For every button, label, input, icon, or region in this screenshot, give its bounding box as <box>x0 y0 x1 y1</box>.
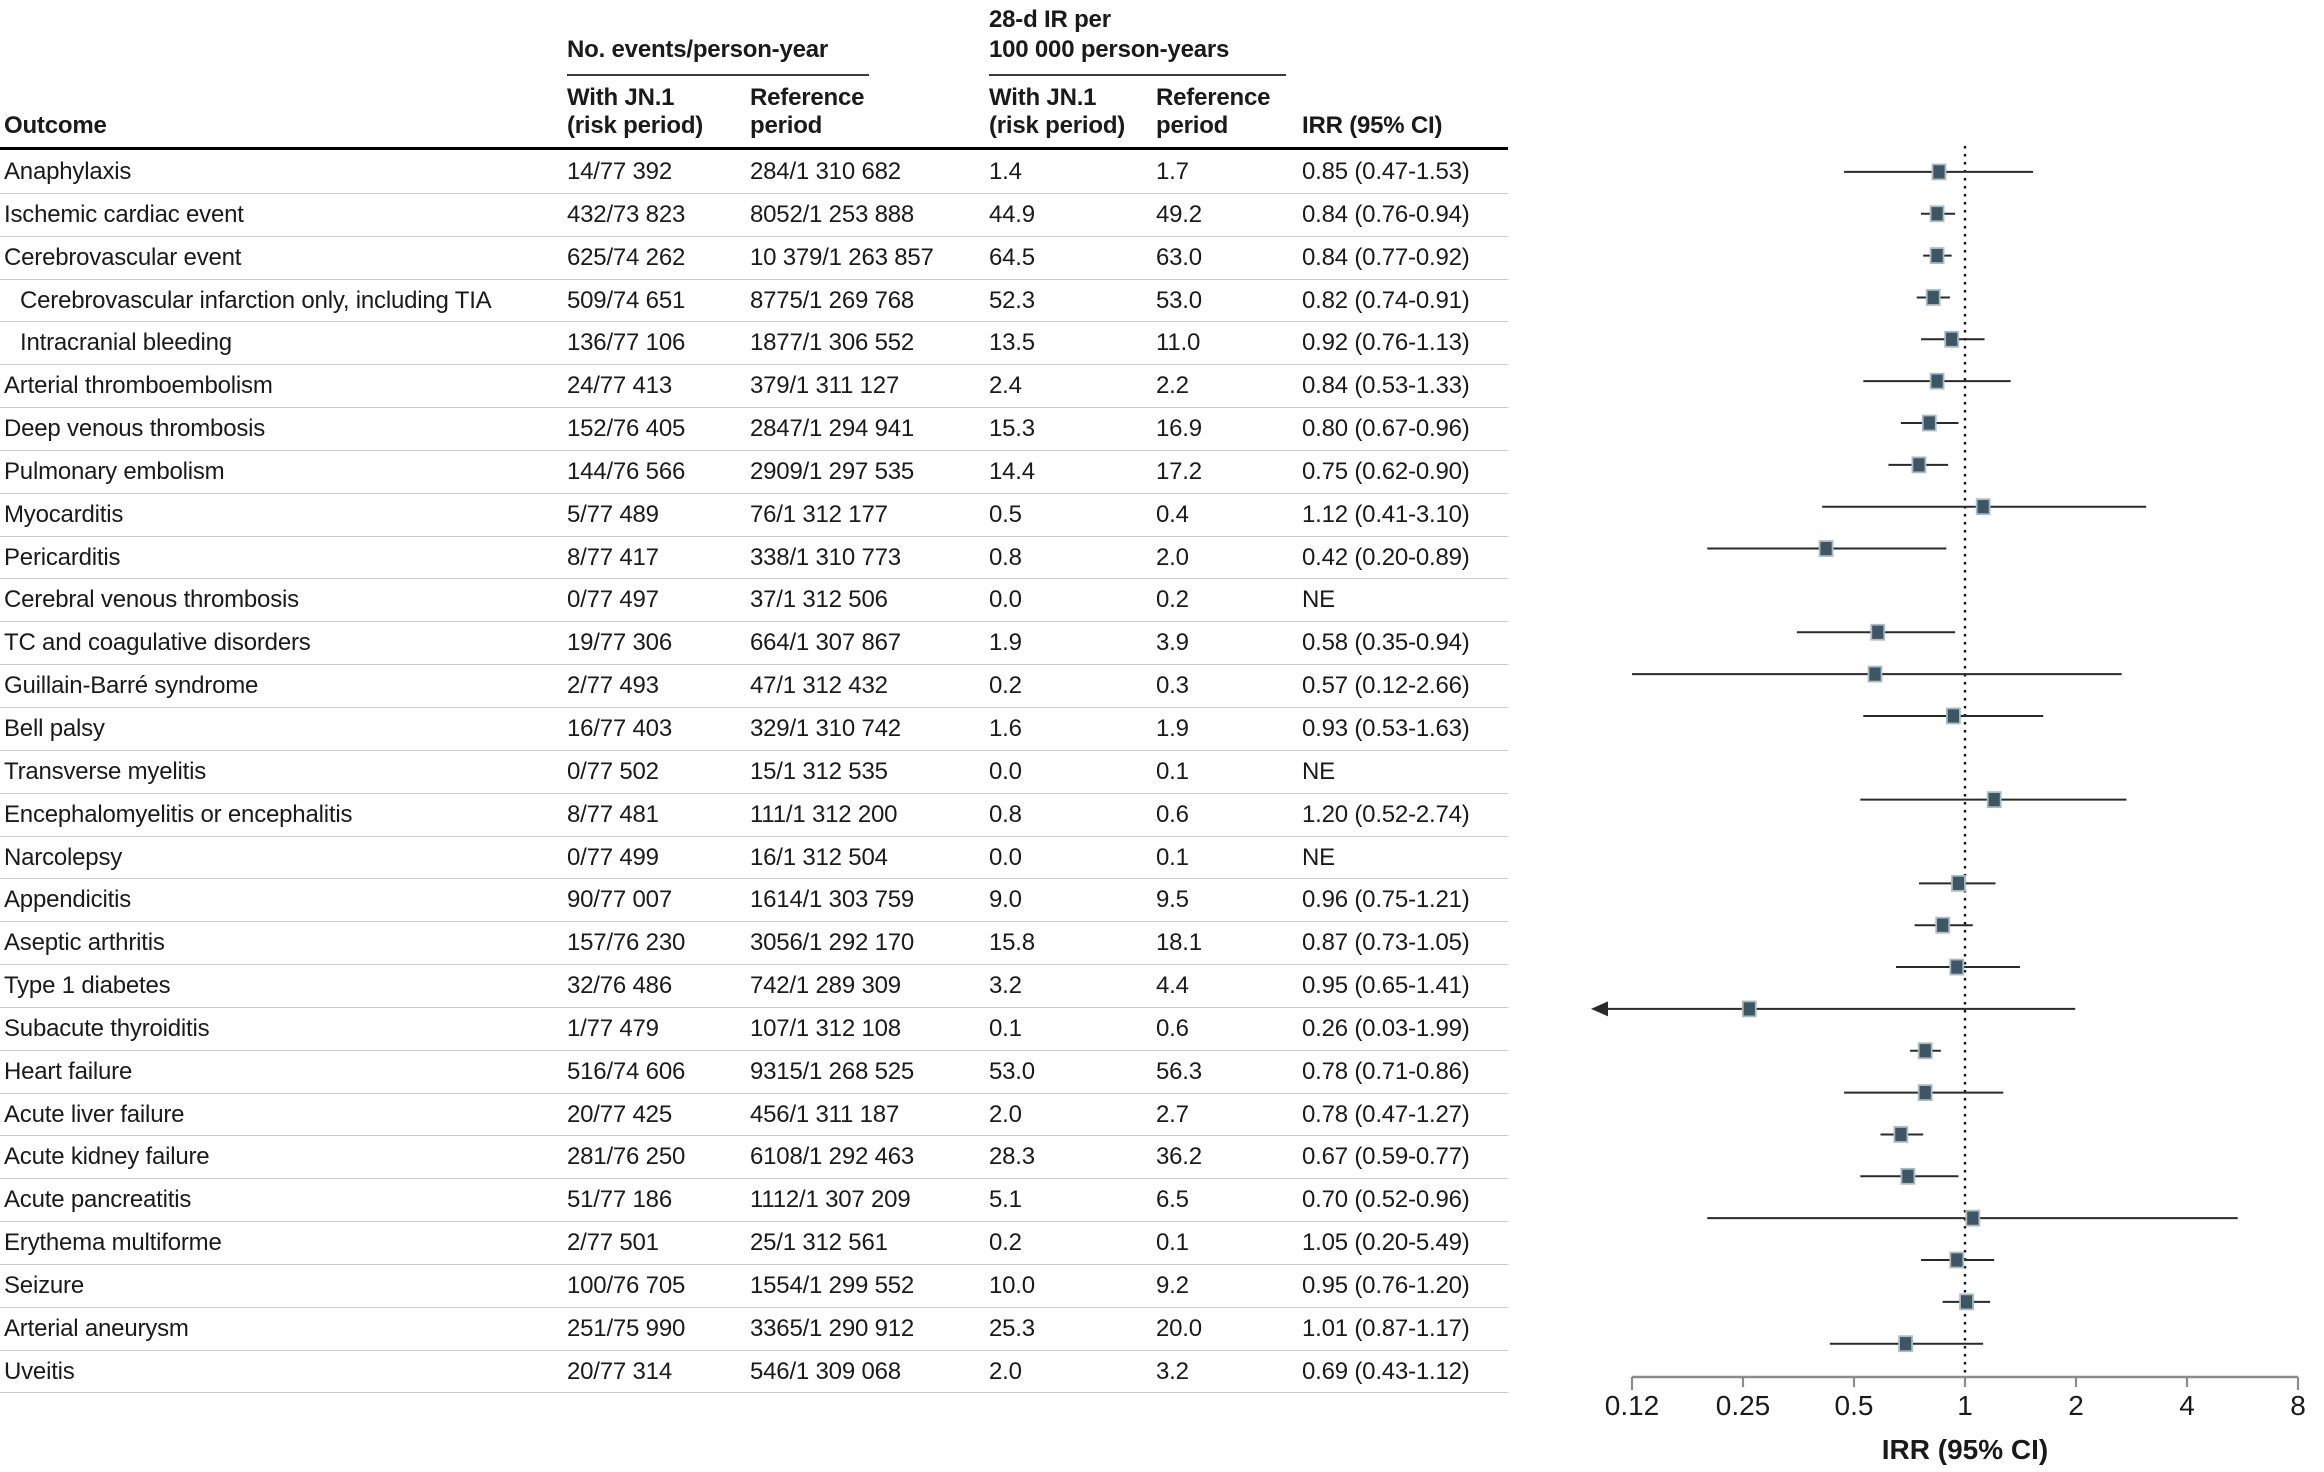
events-ref-cell: 76/1 312 177 <box>750 500 888 528</box>
irr-marker <box>1901 1169 1914 1184</box>
events-ref-cell: 664/1 307 867 <box>750 629 901 657</box>
ir-jn1-cell: 0.0 <box>989 843 1022 871</box>
irr-cell: 0.78 (0.47-1.27) <box>1302 1100 1470 1128</box>
column-header-events-ref-line1: Reference <box>750 84 865 111</box>
irr-cell: NE <box>1302 586 1335 614</box>
events-jn1-cell: 157/76 230 <box>567 929 686 957</box>
left-arrow-icon <box>1591 1001 1608 1016</box>
outcome-cell: Heart failure <box>4 1057 133 1085</box>
irr-marker <box>1931 374 1944 389</box>
events-jn1-cell: 136/77 106 <box>567 329 686 357</box>
irr-cell: 0.75 (0.62-0.90) <box>1302 457 1470 485</box>
events-ref-cell: 10 379/1 263 857 <box>750 243 934 271</box>
column-header-ir-jn1-line1: With JN.1 <box>989 84 1097 111</box>
events-ref-cell: 2847/1 294 941 <box>750 415 915 443</box>
events-ref-cell: 111/1 312 200 <box>750 800 898 828</box>
ir-ref-cell: 2.2 <box>1156 372 1189 400</box>
events-jn1-cell: 19/77 306 <box>567 629 672 657</box>
events-ref-cell: 8052/1 253 888 <box>750 200 915 228</box>
outcome-cell: Cerebrovascular infarction only, including TIA <box>20 286 492 314</box>
outcome-cell: Anaphylaxis <box>4 158 132 185</box>
irr-cell: 0.95 (0.65-1.41) <box>1302 972 1470 1000</box>
ir-jn1-cell: 0.0 <box>989 757 1022 785</box>
spanner-ir-line2: 100 000 person-years <box>989 36 1230 63</box>
irr-marker <box>1931 248 1944 263</box>
ir-jn1-cell: 15.8 <box>989 929 1035 957</box>
irr-cell: 0.78 (0.71-0.86) <box>1302 1057 1470 1085</box>
ir-ref-cell: 63.0 <box>1156 243 1202 271</box>
ir-ref-cell: 0.1 <box>1156 843 1189 871</box>
outcome-cell: Type 1 diabetes <box>4 972 171 1000</box>
events-ref-cell: 338/1 310 773 <box>750 543 901 571</box>
irr-marker <box>1960 1294 1973 1309</box>
ir-ref-cell: 1.9 <box>1156 714 1189 742</box>
outcome-cell: Deep venous thrombosis <box>4 415 266 443</box>
irr-marker <box>1871 625 1884 640</box>
column-header-ir-jn1-line2: (risk period) <box>989 112 1126 139</box>
ir-jn1-cell: 0.8 <box>989 543 1022 571</box>
irr-cell: 1.01 (0.87-1.17) <box>1302 1314 1470 1342</box>
outcome-cell: Pericarditis <box>4 543 121 571</box>
events-ref-cell: 456/1 311 187 <box>750 1100 900 1128</box>
events-ref-cell: 25/1 312 561 <box>750 1229 888 1257</box>
outcome-cell: Intracranial bleeding <box>20 329 232 357</box>
outcome-cell: TC and coagulative disorders <box>4 629 311 657</box>
events-jn1-cell: 14/77 392 <box>567 158 672 185</box>
irr-marker <box>1923 416 1936 431</box>
outcome-cell: Encephalomyelitis or encephalitis <box>4 800 353 828</box>
ir-ref-cell: 18.1 <box>1156 929 1202 957</box>
ir-ref-cell: 53.0 <box>1156 286 1202 314</box>
ir-ref-cell: 20.0 <box>1156 1314 1202 1342</box>
events-ref-cell: 284/1 310 682 <box>750 158 901 185</box>
ir-ref-cell: 3.2 <box>1156 1357 1189 1385</box>
ir-ref-cell: 36.2 <box>1156 1143 1202 1171</box>
ir-jn1-cell: 1.9 <box>989 629 1022 657</box>
outcome-cell: Subacute thyroiditis <box>4 1014 210 1042</box>
ir-jn1-cell: 1.6 <box>989 714 1022 742</box>
events-jn1-cell: 144/76 566 <box>567 457 686 485</box>
ir-ref-cell: 0.3 <box>1156 672 1189 700</box>
x-axis-tick-label: 1 <box>1957 1390 1973 1421</box>
irr-cell: 0.69 (0.43-1.12) <box>1302 1357 1470 1385</box>
events-ref-cell: 6108/1 292 463 <box>750 1143 915 1171</box>
ir-ref-cell: 0.6 <box>1156 1014 1189 1042</box>
events-jn1-cell: 8/77 481 <box>567 800 659 828</box>
ir-jn1-cell: 0.8 <box>989 800 1022 828</box>
outcome-cell: Transverse myelitis <box>4 757 207 785</box>
ir-ref-cell: 0.1 <box>1156 757 1189 785</box>
ir-ref-cell: 1.7 <box>1156 158 1189 185</box>
column-header-ir-ref-line1: Reference <box>1156 84 1271 111</box>
ir-jn1-cell: 44.9 <box>989 200 1035 228</box>
outcome-cell: Pulmonary embolism <box>4 457 225 485</box>
outcome-cell: Ischemic cardiac event <box>4 200 244 228</box>
events-jn1-cell: 5/77 489 <box>567 500 659 528</box>
ir-jn1-cell: 15.3 <box>989 415 1035 443</box>
events-jn1-cell: 24/77 413 <box>567 372 672 400</box>
ir-jn1-cell: 0.5 <box>989 500 1022 528</box>
ir-jn1-cell: 52.3 <box>989 286 1035 314</box>
irr-marker <box>1988 792 2001 807</box>
events-jn1-cell: 90/77 007 <box>567 886 672 914</box>
irr-marker <box>1932 164 1945 179</box>
events-ref-cell: 1112/1 307 209 <box>750 1186 911 1214</box>
ir-ref-cell: 4.4 <box>1156 972 1189 1000</box>
ir-jn1-cell: 0.0 <box>989 586 1022 614</box>
ir-ref-cell: 0.6 <box>1156 800 1189 828</box>
events-ref-cell: 8775/1 269 768 <box>750 286 915 314</box>
events-ref-cell: 546/1 309 068 <box>750 1357 901 1385</box>
irr-marker <box>1966 1211 1979 1226</box>
irr-cell: 0.92 (0.76-1.13) <box>1302 329 1470 357</box>
irr-cell: 0.26 (0.03-1.99) <box>1302 1014 1470 1042</box>
events-jn1-cell: 100/76 705 <box>567 1271 686 1299</box>
outcome-cell: Guillain-Barré syndrome <box>4 672 259 700</box>
events-jn1-cell: 0/77 502 <box>567 757 659 785</box>
events-ref-cell: 37/1 312 506 <box>750 586 888 614</box>
ir-ref-cell: 16.9 <box>1156 415 1202 443</box>
ir-ref-cell: 0.1 <box>1156 1229 1189 1257</box>
irr-cell: 0.58 (0.35-0.94) <box>1302 629 1470 657</box>
irr-cell: 0.70 (0.52-0.96) <box>1302 1186 1470 1214</box>
irr-cell: 1.05 (0.20-5.49) <box>1302 1229 1470 1257</box>
events-ref-cell: 47/1 312 432 <box>750 672 888 700</box>
ir-jn1-cell: 1.4 <box>989 158 1022 185</box>
irr-marker <box>1894 1127 1907 1142</box>
events-ref-cell: 9315/1 268 525 <box>750 1057 915 1085</box>
events-ref-cell: 15/1 312 535 <box>750 757 888 785</box>
outcome-cell: Uveitis <box>4 1357 75 1385</box>
events-jn1-cell: 516/74 606 <box>567 1057 686 1085</box>
ir-ref-cell: 11.0 <box>1156 329 1201 357</box>
events-jn1-cell: 0/77 499 <box>567 843 659 871</box>
column-header-events-jn1-line2: (risk period) <box>567 112 704 139</box>
outcome-cell: Arterial aneurysm <box>4 1314 189 1342</box>
events-jn1-cell: 509/74 651 <box>567 286 686 314</box>
column-header-events-ref-line2: period <box>750 112 823 139</box>
events-jn1-cell: 8/77 417 <box>567 543 659 571</box>
irr-marker <box>1919 1043 1932 1058</box>
irr-marker <box>1919 1085 1932 1100</box>
irr-cell: 0.87 (0.73-1.05) <box>1302 929 1470 957</box>
ir-ref-cell: 2.0 <box>1156 543 1189 571</box>
ir-jn1-cell: 28.3 <box>989 1143 1035 1171</box>
outcome-cell: Acute kidney failure <box>4 1143 210 1171</box>
ir-jn1-cell: 0.2 <box>989 672 1022 700</box>
ir-ref-cell: 3.9 <box>1156 629 1189 657</box>
ir-jn1-cell: 3.2 <box>989 972 1022 1000</box>
ir-jn1-cell: 25.3 <box>989 1314 1035 1342</box>
irr-cell: 0.82 (0.74-0.91) <box>1302 286 1470 314</box>
irr-marker <box>1899 1336 1912 1351</box>
column-header-ir-ref-line2: period <box>1156 112 1229 139</box>
ir-jn1-cell: 0.2 <box>989 1229 1022 1257</box>
irr-marker <box>1912 457 1925 472</box>
events-ref-cell: 1614/1 303 759 <box>750 886 915 914</box>
ir-jn1-cell: 10.0 <box>989 1271 1035 1299</box>
events-ref-cell: 379/1 311 127 <box>750 372 900 400</box>
events-jn1-cell: 0/77 497 <box>567 586 659 614</box>
x-axis-tick-label: 0.12 <box>1604 1390 1660 1421</box>
irr-marker <box>1950 960 1963 975</box>
ir-ref-cell: 9.2 <box>1156 1271 1189 1299</box>
outcome-cell: Cerebrovascular event <box>4 243 242 271</box>
irr-marker <box>1952 876 1965 891</box>
events-jn1-cell: 251/75 990 <box>567 1314 686 1342</box>
events-ref-cell: 742/1 289 309 <box>750 972 901 1000</box>
irr-marker <box>1977 499 1990 514</box>
spanner-ir-line1: 28-d IR per <box>989 6 1111 33</box>
irr-marker <box>1820 541 1833 556</box>
ir-jn1-cell: 9.0 <box>989 886 1022 914</box>
irr-cell: 0.84 (0.77-0.92) <box>1302 243 1470 271</box>
irr-marker <box>1868 667 1881 682</box>
ir-ref-cell: 49.2 <box>1156 200 1202 228</box>
events-ref-cell: 3056/1 292 170 <box>750 929 915 957</box>
ir-ref-cell: 56.3 <box>1156 1057 1202 1085</box>
events-jn1-cell: 432/73 823 <box>567 200 686 228</box>
ir-ref-cell: 0.4 <box>1156 500 1189 528</box>
ir-jn1-cell: 53.0 <box>989 1057 1035 1085</box>
irr-cell: 0.85 (0.47-1.53) <box>1302 158 1470 185</box>
column-header-events-jn1-line1: With JN.1 <box>567 84 675 111</box>
irr-marker <box>1743 1001 1756 1016</box>
ir-jn1-cell: 2.0 <box>989 1357 1022 1385</box>
ir-ref-cell: 2.7 <box>1156 1100 1189 1128</box>
events-jn1-cell: 16/77 403 <box>567 714 672 742</box>
events-jn1-cell: 20/77 425 <box>567 1100 672 1128</box>
x-axis-tick-label: 8 <box>2290 1390 2306 1421</box>
irr-marker <box>1936 918 1949 933</box>
irr-cell: NE <box>1302 843 1335 871</box>
x-axis-tick-label: 2 <box>2068 1390 2084 1421</box>
ir-jn1-cell: 2.4 <box>989 372 1022 400</box>
events-jn1-cell: 1/77 479 <box>567 1014 659 1042</box>
irr-cell: 0.42 (0.20-0.89) <box>1302 543 1470 571</box>
ir-ref-cell: 9.5 <box>1156 886 1189 914</box>
irr-cell: 0.67 (0.59-0.77) <box>1302 1143 1470 1171</box>
irr-cell: 0.84 (0.53-1.33) <box>1302 372 1470 400</box>
events-jn1-cell: 2/77 493 <box>567 672 659 700</box>
x-axis-tick-label: 4 <box>2179 1390 2195 1421</box>
irr-marker <box>1927 290 1940 305</box>
irr-marker <box>1950 1253 1963 1268</box>
irr-cell: NE <box>1302 757 1335 785</box>
irr-cell: 0.57 (0.12-2.66) <box>1302 672 1470 700</box>
ir-jn1-cell: 13.5 <box>989 329 1035 357</box>
events-jn1-cell: 51/77 186 <box>567 1186 672 1214</box>
outcome-cell: Seizure <box>4 1271 84 1299</box>
events-ref-cell: 1877/1 306 552 <box>750 329 915 357</box>
events-jn1-cell: 2/77 501 <box>567 1229 659 1257</box>
irr-cell: 1.12 (0.41-3.10) <box>1302 500 1470 528</box>
ir-jn1-cell: 64.5 <box>989 243 1035 271</box>
events-ref-cell: 107/1 312 108 <box>750 1014 901 1042</box>
events-jn1-cell: 32/76 486 <box>567 972 672 1000</box>
spanner-events: No. events/person-year <box>567 36 829 63</box>
events-jn1-cell: 625/74 262 <box>567 243 686 271</box>
outcome-cell: Myocarditis <box>4 500 124 528</box>
events-ref-cell: 329/1 310 742 <box>750 714 901 742</box>
outcome-cell: Cerebral venous thrombosis <box>4 586 299 614</box>
x-axis-title: IRR (95% CI) <box>1881 1434 2049 1465</box>
outcome-cell: Acute pancreatitis <box>4 1186 192 1214</box>
irr-cell: 0.80 (0.67-0.96) <box>1302 415 1470 443</box>
outcome-cell: Erythema multiforme <box>4 1229 222 1257</box>
outcome-cell: Bell palsy <box>4 714 105 742</box>
outcome-cell: Arterial thromboembolism <box>4 372 273 400</box>
events-jn1-cell: 20/77 314 <box>567 1357 672 1385</box>
irr-cell: 1.20 (0.52-2.74) <box>1302 800 1470 828</box>
outcome-cell: Appendicitis <box>4 886 132 914</box>
irr-marker <box>1931 206 1944 221</box>
irr-cell: 0.95 (0.76-1.20) <box>1302 1271 1470 1299</box>
events-jn1-cell: 152/76 405 <box>567 415 686 443</box>
ir-jn1-cell: 0.1 <box>989 1014 1022 1042</box>
ir-ref-cell: 0.2 <box>1156 586 1189 614</box>
events-ref-cell: 1554/1 299 552 <box>750 1271 915 1299</box>
outcome-cell: Aseptic arthritis <box>4 929 165 957</box>
ir-jn1-cell: 14.4 <box>989 457 1035 485</box>
events-ref-cell: 2909/1 297 535 <box>750 457 915 485</box>
irr-marker <box>1945 332 1958 347</box>
ir-jn1-cell: 5.1 <box>989 1186 1022 1214</box>
outcome-cell: Narcolepsy <box>4 843 123 871</box>
ir-ref-cell: 6.5 <box>1156 1186 1189 1214</box>
events-ref-cell: 3365/1 290 912 <box>750 1314 915 1342</box>
x-axis-tick-label: 0.25 <box>1715 1390 1771 1421</box>
irr-cell: 0.96 (0.75-1.21) <box>1302 886 1470 914</box>
ir-jn1-cell: 2.0 <box>989 1100 1022 1128</box>
irr-cell: 0.93 (0.53-1.63) <box>1302 714 1470 742</box>
irr-marker <box>1947 708 1960 723</box>
x-axis-tick-label: 0.5 <box>1834 1390 1874 1421</box>
events-ref-cell: 16/1 312 504 <box>750 843 888 871</box>
column-header-irr: IRR (95% CI) <box>1302 112 1443 139</box>
outcome-cell: Acute liver failure <box>4 1100 185 1128</box>
irr-cell: 0.84 (0.76-0.94) <box>1302 200 1470 228</box>
ir-ref-cell: 17.2 <box>1156 457 1202 485</box>
events-jn1-cell: 281/76 250 <box>567 1143 686 1171</box>
column-header-outcome: Outcome <box>4 112 107 139</box>
